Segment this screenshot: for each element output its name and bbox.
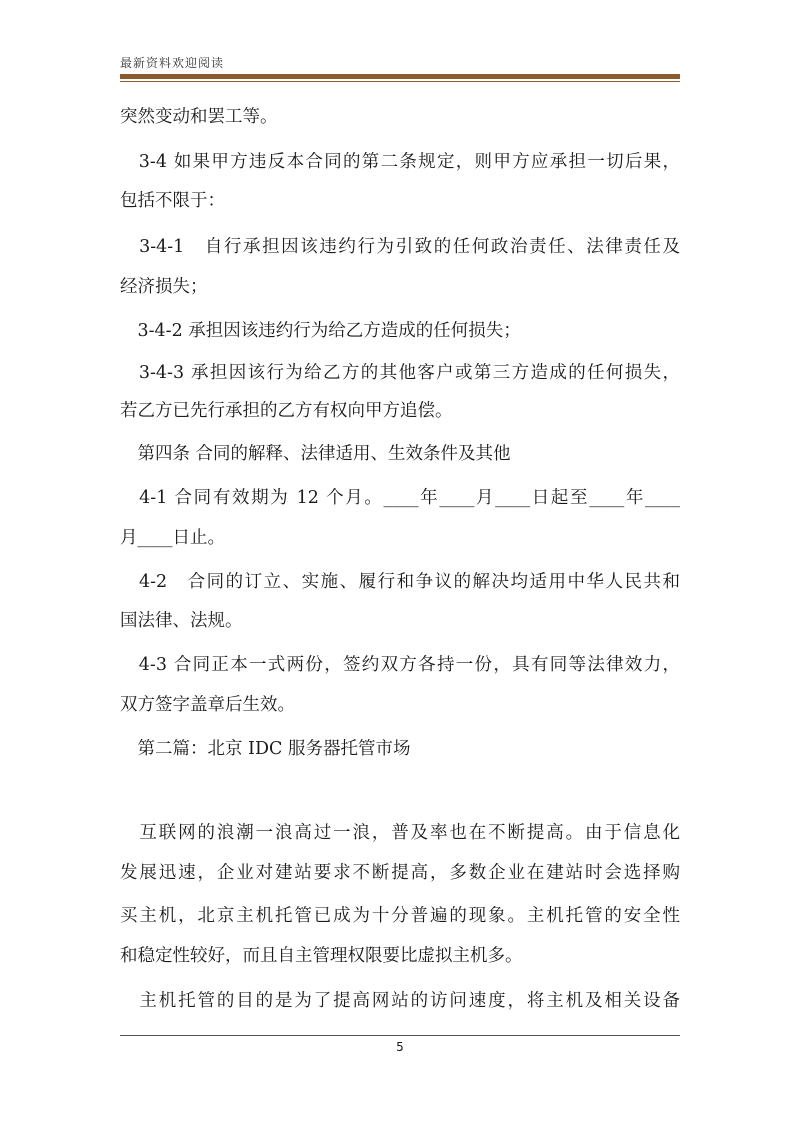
header-rule-thick [120, 74, 680, 79]
text-line: 3-4 如果甲方违反本合同的第二条规定，则甲方应承担一切后果， [120, 152, 680, 172]
text-line: 3-4-1 自行承担因该违约行为引致的任何政治责任、法律责任及 [120, 237, 680, 257]
page-number: 5 [396, 1040, 404, 1054]
text-line: 若乙方已先行承担的乙方有权向甲方追偿。 [120, 401, 453, 421]
text-line: 经济损失； [120, 277, 208, 297]
text-line: 主机托管的目的是为了提高网站的访问速度，将主机及相关设备 [120, 991, 680, 1011]
chapter-heading: 第二篇：北京 IDC 服务器托管市场 [120, 739, 411, 759]
text-line: 4-2 合同的订立、实施、履行和争议的解决均适用中华人民共和 [120, 572, 680, 592]
text-line: 3-4-3 承担因该行为给乙方的其他客户或第三方造成的任何损失， [120, 363, 680, 383]
text-line: 3-4-2 承担因该违约行为给乙方造成的任何损失； [120, 321, 521, 341]
text-line: 4-3 合同正本一式两份，签约双方各持一份，具有同等法律效力， [120, 655, 680, 675]
section-heading: 第四条 合同的解释、法律适用、生效条件及其他 [120, 444, 511, 464]
text-line: 突然变动和罢工等。 [120, 107, 278, 127]
text-line: 国法律、法规。 [120, 611, 243, 631]
text-line: 买主机，北京主机托管已成为十分普遍的现象。主机托管的安全性 [120, 906, 680, 926]
text-line: 月____日止。 [120, 528, 225, 548]
text-line: 双方签字盖章后生效。 [120, 695, 295, 715]
footer-rule [120, 1035, 680, 1036]
text-line: 和稳定性较好，而且自主管理权限要比虚拟主机多。 [120, 946, 523, 966]
text-line: 包括不限于： [120, 191, 225, 211]
text-line: 互联网的浪潮一浪高过一浪，普及率也在不断提高。由于信息化 [120, 823, 680, 843]
text-line: 4-1 合同有效期为 12 个月。____年____月____日起至____年____ [120, 488, 680, 508]
header-rule-thin [120, 81, 680, 82]
text-line: 发展迅速，企业对建站要求不断提高，多数企业在建站时会选择购 [120, 863, 680, 883]
page-header: 最新资料欢迎阅读 [120, 56, 225, 70]
